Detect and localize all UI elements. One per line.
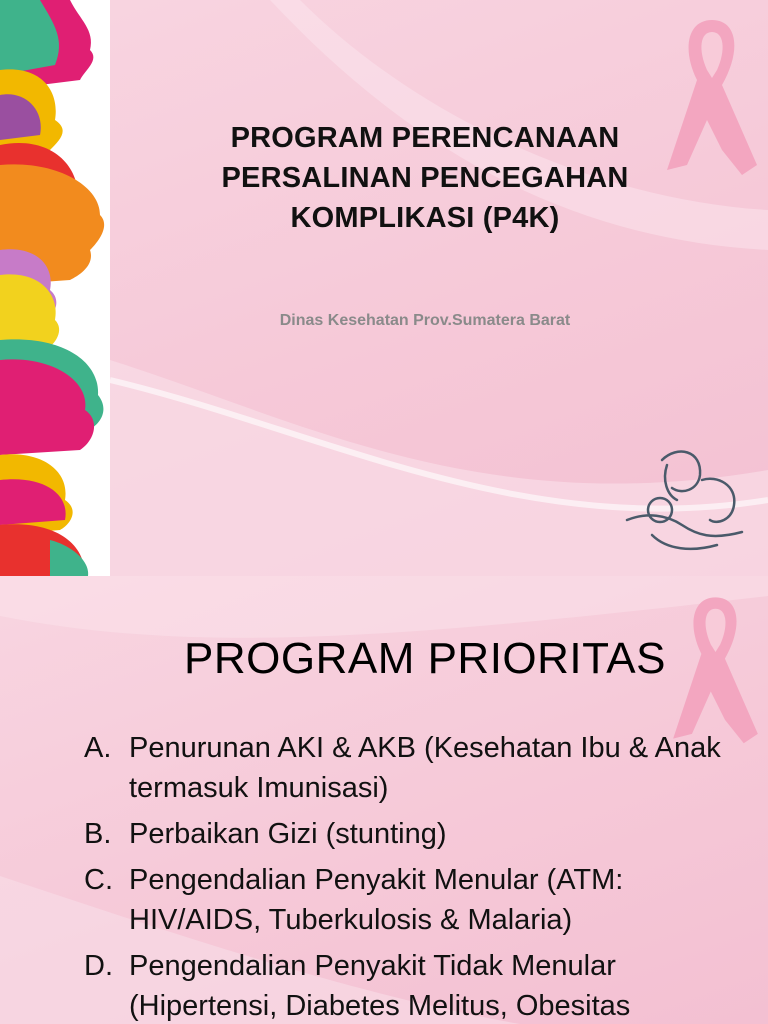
list-item: [84, 860, 734, 940]
slide-subtitle: Dinas Kesehatan Prov.Sumatera Barat: [279, 312, 571, 329]
priority-list: [84, 728, 734, 1024]
list-text: Perbaikan Gizi (stunting): [129, 818, 447, 850]
list-marker: A.: [84, 732, 112, 764]
priority-slide: [0, 576, 768, 1024]
list-text: Pengendalian Penyakit Menular (ATM: HIV/AIDS, Tuberkulosis & Malaria): [129, 864, 624, 936]
title-line-3: KOMPLIKASI (P4K): [290, 202, 560, 234]
list-text: Pengendalian Penyakit Tidak Menular (Hipertensi, Diabetes Melitus, Obesitas: [129, 950, 631, 1022]
title-line-1: PROGRAM PERENCANAAN: [230, 122, 620, 154]
list-marker: B.: [84, 818, 112, 850]
list-text: Penurunan AKI & AKB (Kesehatan Ibu & Anak termasuk Imunisasi): [129, 732, 721, 804]
mother-child-logo: [622, 440, 748, 560]
slide-title: PROGRAM PRIORITAS: [184, 634, 666, 683]
list-item: [84, 728, 734, 808]
women-faces-decoration: [0, 0, 110, 576]
title-line-2: PERSALINAN PENCEGAHAN: [221, 162, 629, 194]
list-marker: D.: [84, 950, 113, 982]
list-item: [84, 946, 734, 1024]
pink-ribbon-icon: [662, 10, 762, 180]
slide-title: [150, 118, 700, 238]
list-item: [84, 814, 734, 854]
list-marker: C.: [84, 864, 113, 896]
pink-ribbon-icon: [668, 588, 763, 748]
